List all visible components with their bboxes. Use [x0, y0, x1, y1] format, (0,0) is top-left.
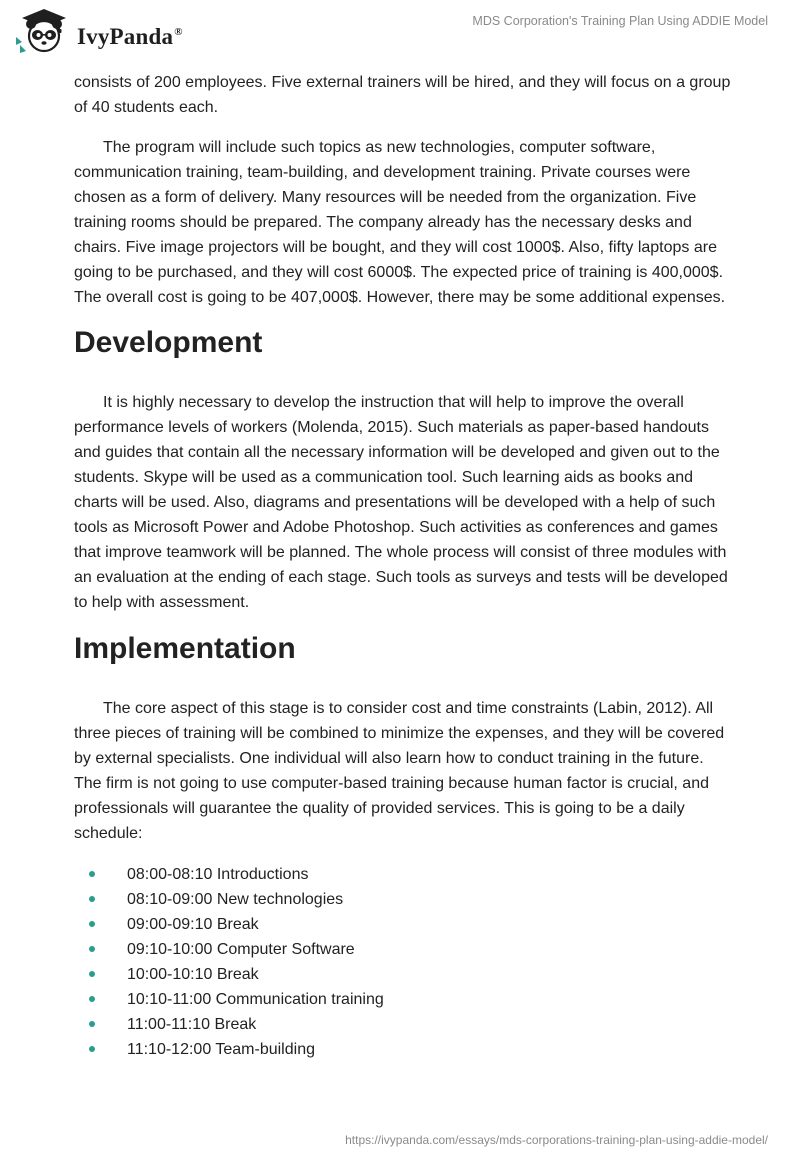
brand-logo[interactable] [14, 7, 234, 59]
bullet-icon [89, 896, 95, 902]
list-item: 09:10-10:00 Computer Software [74, 937, 734, 962]
list-item: 10:10-11:00 Communication training [74, 987, 734, 1012]
paragraph-development: It is highly necessary to develop the instruction that will help to improve the overall performance levels of workers (Molenda, 2015). Such materials as paper-based handouts and guides that contain all the necessary information will be developed and given out to the students. Skype will be used as a communication tool. Such learning aids as books and charts will be used. Also, diagrams and presentations will be developed with a help of such tools as Microsoft Power and Adobe Photoshop. Such activities as conferences and games that improve teamwork will be planned. The whole process will consist of three modules with an evaluation at the ending of each stage. Such tools as surveys and tests will be developed to help with assessment. [74, 394, 728, 611]
bullet-icon [89, 946, 95, 952]
paragraph-implementation: The core aspect of this stage is to consider cost and time constraints (Labin, 2012). All three pieces of training will be combined to minimize the expenses, and they will be covered by external specialists. One individual will also learn how to conduct training in the future. The firm is not going to use computer-based training because human factor is crucial, and professionals will guarantee the quality of provided services. This is going to be a daily schedule: [74, 700, 725, 842]
bullet-icon [89, 1021, 95, 1027]
source-url[interactable]: https://ivypanda.com/essays/mds-corporations-training-plan-using-addie-model/ [345, 1133, 768, 1147]
list-item: 10:00-10:10 Break [74, 962, 734, 987]
document-title: MDS Corporation's Training Plan Using ADDIE Model [472, 14, 768, 28]
paragraph-program: The program will include such topics as new technologies, computer software, communication training, team-building, and development training. Private courses were chosen as a form of delivery. Many resources will be needed from the organization. Five training rooms should be prepared. The company already has the necessary desks and chairs. Five image projectors will be bought, and they will cost 1000$. Also, fifty laptops are going to be purchased, and they will cost 6000$. The expected price of training is 400,000$. The overall cost is going to be 407,000$. However, there may be some additional expenses. [74, 139, 726, 306]
brand-name: IvyPanda® [77, 24, 183, 49]
heading-development: Development [74, 326, 263, 359]
bullet-icon [89, 1046, 95, 1052]
list-item: 08:10-09:00 New technologies [74, 887, 734, 912]
bullet-icon [89, 921, 95, 927]
bullet-icon [89, 871, 95, 877]
list-item: 08:00-08:10 Introductions [74, 862, 734, 887]
heading-implementation: Implementation [74, 632, 296, 665]
paragraph-continuation: consists of 200 employees. Five external trainers will be hired, and they will focus on a group of 40 students each. [74, 74, 731, 116]
article-body [74, 70, 734, 1062]
daily-schedule-list [74, 862, 734, 1062]
bullet-icon [89, 971, 95, 977]
list-item: 11:00-11:10 Break [74, 1012, 734, 1037]
list-item: 11:10-12:00 Team-building [74, 1037, 734, 1062]
bullet-icon [89, 996, 95, 1002]
page-header [0, 0, 800, 70]
list-item: 09:00-09:10 Break [74, 912, 734, 937]
panda-graduate-icon [14, 7, 74, 55]
